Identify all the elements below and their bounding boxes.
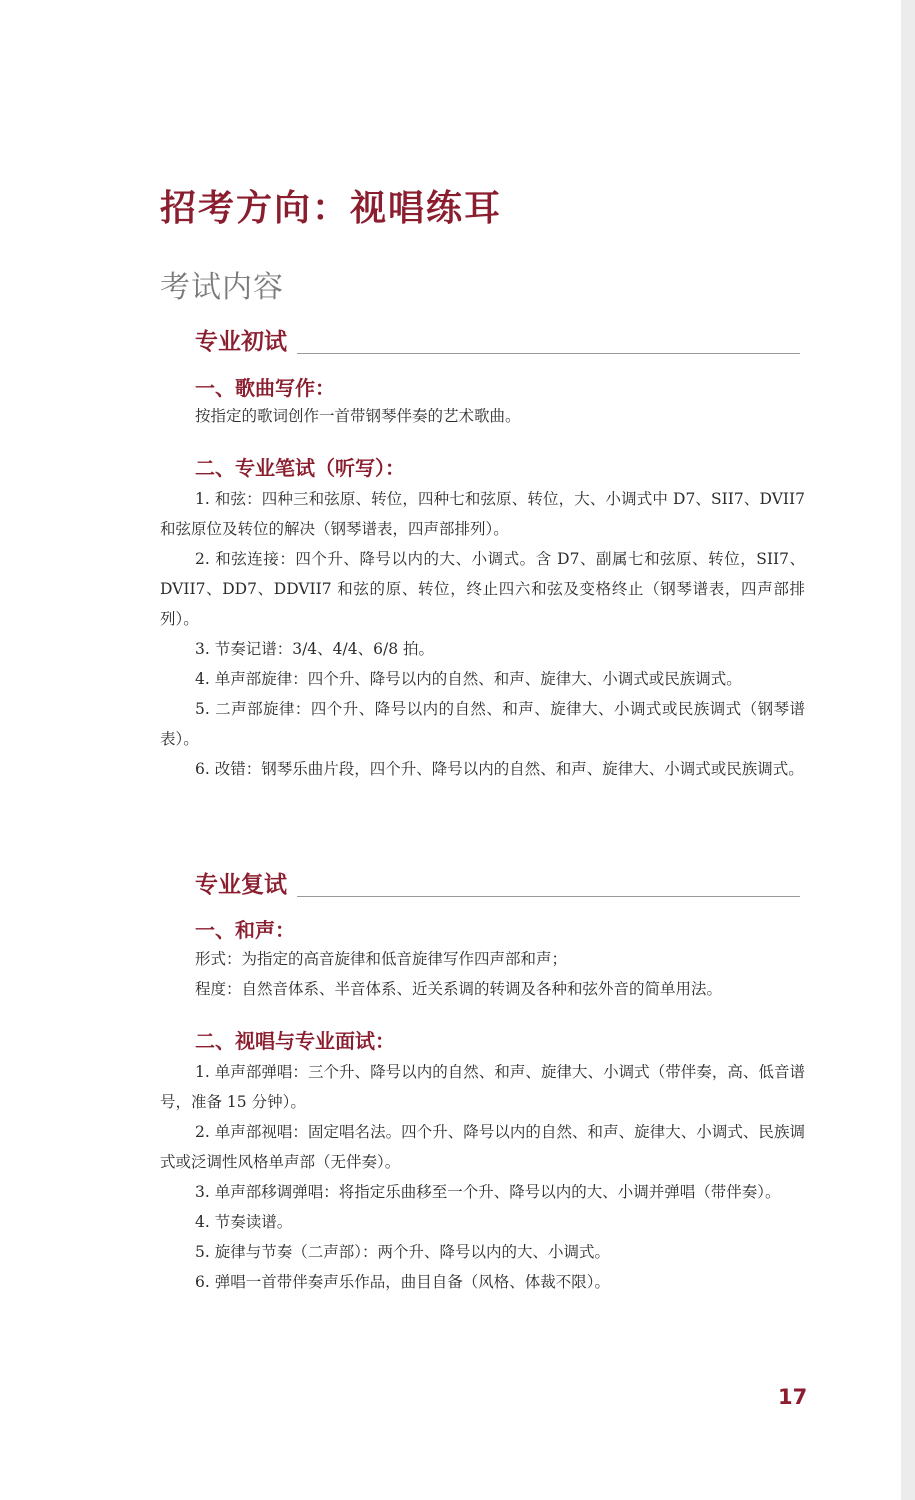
sight-singing-heading: 二、视唱与专业面试：	[195, 1029, 395, 1053]
retest-title: 专业复试	[195, 872, 287, 898]
list-item: 2. 单声部视唱：固定唱名法。四个升、降号以内的自然、和声、旋律大、小调式、民族调式或泛调性风格单声部（无伴奏）。	[160, 1123, 805, 1171]
harmony-heading: 一、和声：	[195, 918, 295, 942]
list-item: 4. 单声部旋律：四个升、降号以内的自然、和声、旋律大、小调式或民族调式。	[195, 670, 742, 688]
list-item: 1. 和弦：四种三和弦原、转位，四种七和弦原、转位，大、小调式中 D7、SII7、DVII7 和弦原位及转位的解决（钢琴谱表，四声部排列）。	[160, 490, 805, 538]
list-item: 6. 改错：钢琴乐曲片段，四个升、降号以内的自然、和声、旋律大、小调式或民族调式。	[195, 760, 804, 778]
paragraph: 程度：自然音体系、半音体系、近关系调的转调及各种和弦外音的简单用法。	[195, 980, 723, 998]
list-item: 3. 节奏记谱：3/4、4/4、6/8 拍。	[195, 640, 434, 658]
preliminary-heading	[195, 323, 800, 356]
preliminary-title: 专业初试	[195, 329, 287, 355]
page-edge-shadow	[901, 0, 915, 1500]
page-number: 17	[778, 1385, 808, 1409]
section-label: 考试内容	[160, 270, 284, 305]
sight-singing-list	[160, 1057, 805, 1297]
list-item: 5. 二声部旋律：四个升、降号以内的自然、和声、旋律大、小调式或民族调式（钢琴谱表）。	[160, 700, 805, 748]
paragraph: 形式：为指定的高音旋律和低音旋律写作四声部和声；	[195, 950, 568, 968]
list-item: 3. 单声部移调弹唱：将指定乐曲移至一个升、降号以内的大、小调并弹唱（带伴奏）。	[195, 1183, 781, 1201]
list-item: 2. 和弦连接：四个升、降号以内的大、小调式。含 D7、副属七和弦原、转位，SII7、DVII7、DD7、DDVII7 和弦的原、转位，终止四六和弦及变格终止（钢琴谱表，四声部排列）。	[160, 550, 805, 628]
paragraph: 按指定的歌词创作一首带钢琴伴奏的艺术歌曲。	[195, 407, 521, 425]
preliminary-rule	[297, 353, 800, 354]
retest-heading	[195, 866, 800, 899]
list-item: 1. 单声部弹唱：三个升、降号以内的自然、和声、旋律大、小调式（带伴奏，高、低音谱号，准备 15 分钟）。	[160, 1063, 805, 1111]
dictation-list	[160, 484, 805, 784]
dictation-heading: 二、专业笔试（听写）：	[195, 456, 405, 480]
list-item: 6. 弹唱一首带伴奏声乐作品，曲目自备（风格、体裁不限）。	[195, 1273, 610, 1291]
retest-rule	[297, 896, 800, 897]
page-title: 招考方向：视唱练耳	[160, 188, 503, 229]
song-writing-heading: 一、歌曲写作：	[195, 376, 335, 400]
list-item: 4. 节奏读谱。	[195, 1213, 293, 1231]
song-writing-body	[195, 401, 805, 431]
harmony-body	[195, 944, 805, 1004]
list-item: 5. 旋律与节奏（二声部）：两个升、降号以内的大、小调式。	[195, 1243, 610, 1261]
